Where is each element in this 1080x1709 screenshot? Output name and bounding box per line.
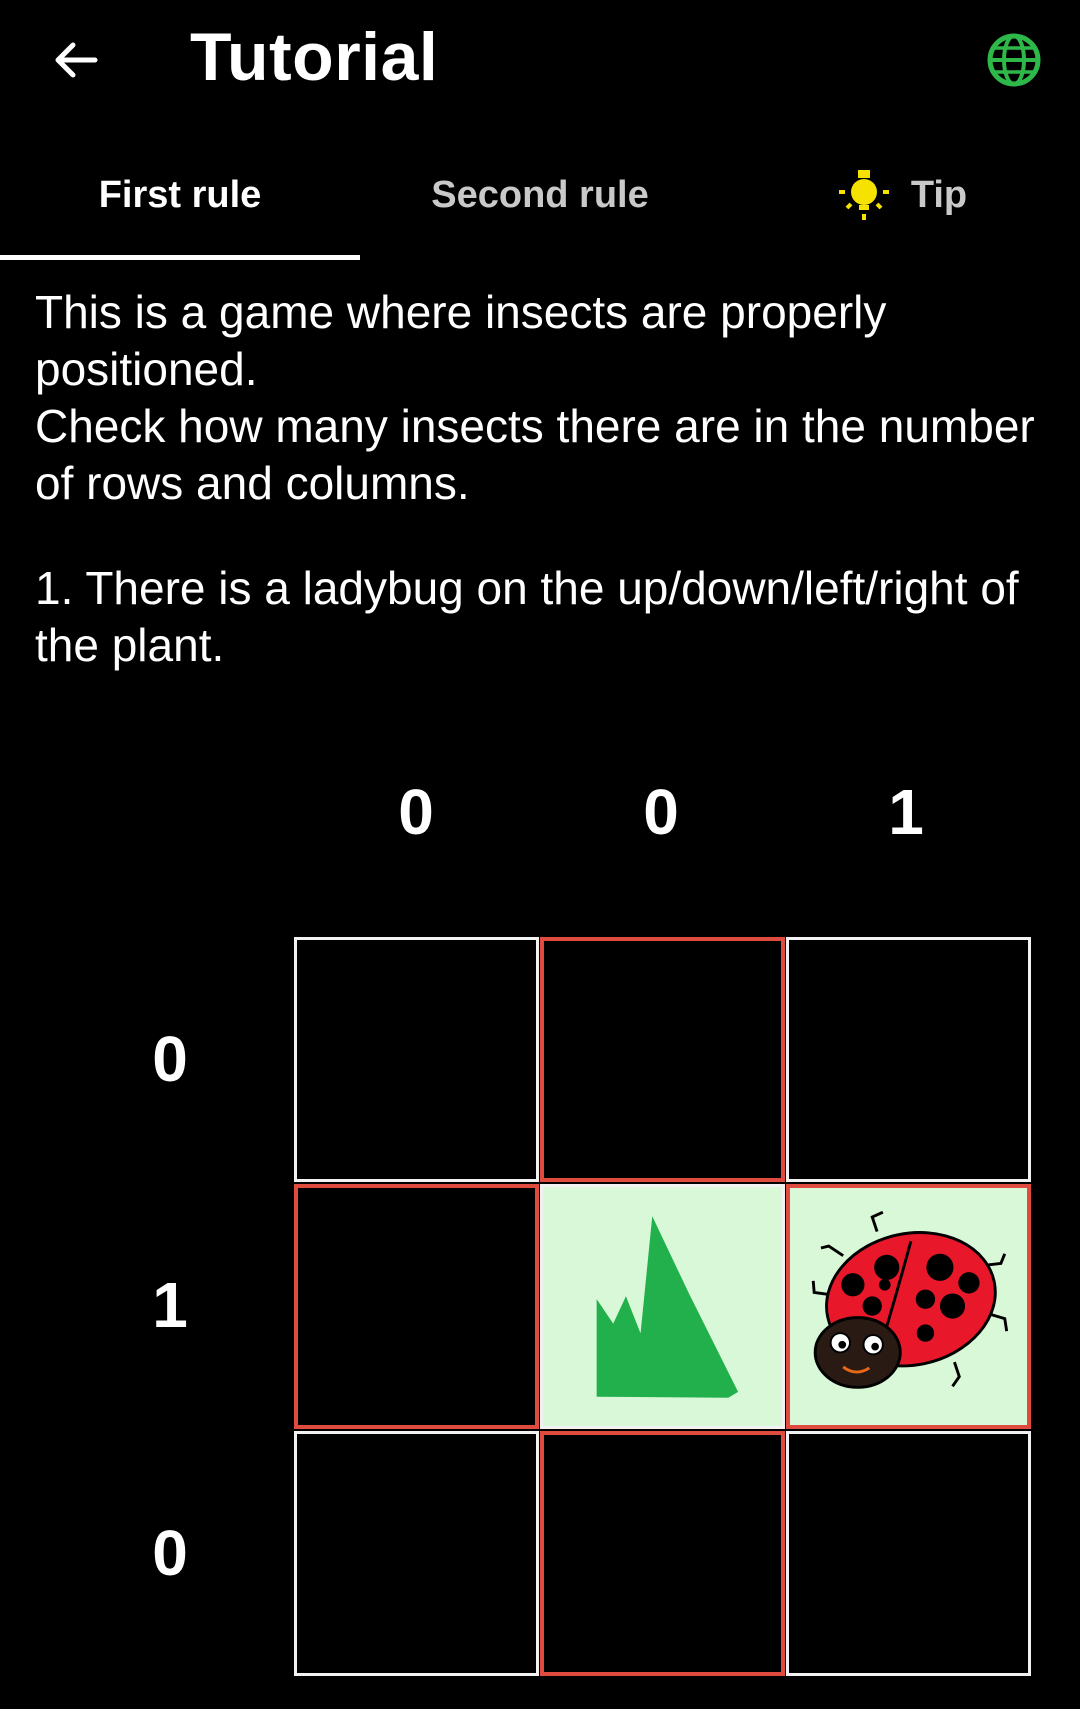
row-count-1: 0 (152, 1023, 188, 1095)
app-bar (0, 0, 1080, 125)
column-count-3: 1 (888, 776, 924, 848)
grid-cell-r1-c1[interactable] (294, 937, 539, 1182)
grid-cell-r3-c2[interactable] (540, 1431, 785, 1676)
grid-cell-r2-c3[interactable] (786, 1184, 1031, 1429)
ladybug-icon (790, 1188, 1027, 1425)
grid-cell-r1-c3[interactable] (786, 937, 1031, 1182)
row-count-2: 1 (152, 1269, 188, 1341)
description-line-1: This is a game where insects are properly positioned. (35, 286, 887, 395)
tutorial-description (35, 284, 1045, 512)
column-count-2: 0 (643, 776, 679, 848)
tab-first-rule-label: First rule (98, 173, 262, 216)
column-count-1: 0 (398, 776, 434, 848)
plant-icon (543, 1187, 782, 1426)
row-count-3: 0 (152, 1517, 188, 1589)
lightbulb-icon (833, 164, 895, 226)
globe-icon (985, 31, 1043, 89)
tab-second-rule[interactable] (360, 145, 720, 245)
tab-indicator (0, 255, 360, 260)
page-title: Tutorial (190, 19, 439, 95)
rule-text: 1. There is a ladybug on the up/down/left/right of the plant. (35, 562, 1019, 671)
grid-cell-r1-c2[interactable] (540, 937, 785, 1182)
grid-cell-r3-c1[interactable] (294, 1431, 539, 1676)
grid-cell-r2-c2[interactable] (540, 1184, 785, 1429)
tab-tip[interactable] (720, 145, 1080, 245)
description-line-2: Check how many insects there are in the number of rows and columns. (35, 400, 1035, 509)
tab-first-rule[interactable] (0, 145, 360, 245)
grid-cell-r3-c3[interactable] (786, 1431, 1031, 1676)
language-button[interactable] (985, 31, 1043, 89)
grid-cell-r2-c1[interactable] (294, 1184, 539, 1429)
tab-bar (0, 145, 1080, 260)
tab-tip-label: Tip (910, 173, 968, 216)
tab-second-rule-label: Second rule (431, 173, 649, 216)
back-button[interactable] (40, 25, 110, 95)
arrow-left-icon (51, 36, 99, 84)
